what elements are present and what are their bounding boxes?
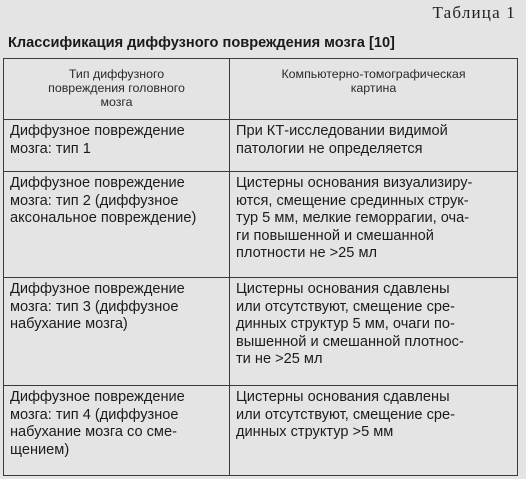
cell-line: Цистерны основания визуализиру- [236,175,473,191]
table-row [4,278,518,386]
cell-line: Цистерны основания сдавлены [236,389,450,405]
cell-line: аксональное повреждение) [10,210,197,226]
table-number-label: Таблица 1 [432,3,516,22]
cell-line: ются, смещение срединных струк- [236,192,469,209]
table-row [4,172,518,278]
cell-line: щением) [10,441,70,458]
cell-line: набухание мозга со сме- [10,424,177,440]
header-ct-column [230,59,518,120]
ct-picture-cell [230,386,518,476]
table-row [4,386,518,476]
cell-line: динных структур 5 мм, очаги по- [236,316,455,332]
cell-line: или отсутствуют, смещение сре- [236,406,455,423]
cell-line: мозга: тип 4 (диффузное [10,406,179,423]
cell-line: плотности не >25 мл [236,245,378,261]
cell-line: мозга: тип 1 [10,140,91,157]
injury-type-cell [4,120,230,172]
cell-line: ги повышенной и смешанной [236,227,434,244]
cell-line: набухание мозга) [10,316,128,332]
cell-line: тур 5 мм, мелкие геморрагии, оча- [236,210,470,226]
cell-line: Цистерны основания сдавлены [236,281,450,297]
injury-type-cell [4,172,230,278]
cell-line: Диффузное повреждение [10,389,185,405]
header-type-column [4,59,230,120]
cell-line: динных структур >5 мм [236,424,394,440]
header-line: картина [350,81,397,95]
header-line: Компьютерно-томографическая [281,67,466,81]
cell-line: При КТ-исследовании видимой [236,123,448,139]
cell-line: патологии не определяется [236,140,423,157]
injury-type-cell [4,386,230,476]
cell-line: Диффузное повреждение [10,123,185,139]
ct-picture-cell [230,278,518,386]
header-row [4,59,518,120]
ct-picture-cell [230,120,518,172]
cell-line: вышенной и смешанной плотнос- [236,333,464,350]
cell-line: мозга: тип 3 (диффузное [10,298,179,315]
cell-line: ти не >25 мл [236,351,323,367]
ct-picture-cell [230,172,518,278]
header-line: Тип диффузного [68,67,165,81]
cell-line: Диффузное повреждение [10,281,185,297]
injury-type-cell [4,278,230,386]
cell-line: или отсутствуют, смещение сре- [236,298,455,315]
header-line: повреждения головного [48,81,185,95]
classification-table [3,58,518,476]
cell-line: мозга: тип 2 (диффузное [10,192,179,209]
cell-line: Диффузное повреждение [10,175,185,191]
header-line: мозга [100,95,133,109]
table-row [4,120,518,172]
table-title: Классификация диффузного повреждения мозга [10] [8,35,395,51]
